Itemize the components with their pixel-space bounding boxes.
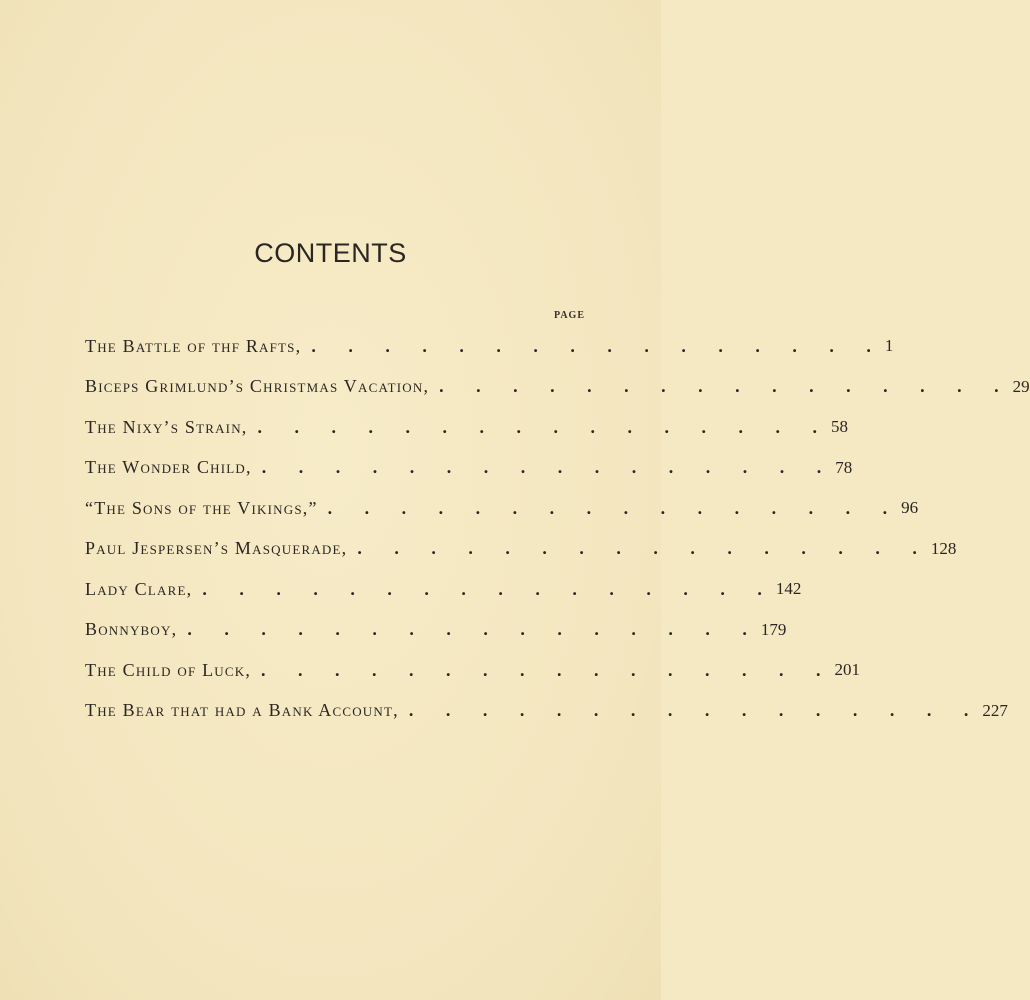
toc-entry-page: 1 <box>884 336 894 356</box>
page-column-label: PAGE <box>553 310 585 321</box>
toc-entry-page: 96 <box>901 498 919 518</box>
toc-entry-page: 29 <box>1012 376 1030 396</box>
dot-leader: . . . . . . . . . . . . . . . . <box>187 619 761 640</box>
toc-entry-title: The Battle of thf Rafts, <box>85 335 302 356</box>
dot-leader: . . . . . . . . . . . . . . . . <box>257 416 831 437</box>
toc-entry <box>85 569 802 610</box>
toc-entry-title: Paul Jespersen’s Masquerade, <box>85 538 348 559</box>
toc-entry-title: Biceps Grimlund’s Christmas Vacation, <box>85 376 430 397</box>
dot-leader: . . . . . . . . . . . . . . . . <box>311 335 885 356</box>
dot-leader: . . . . . . . . . . . . . . . . <box>261 659 835 680</box>
toc-entry <box>85 448 853 489</box>
toc-entry <box>85 529 957 570</box>
toc-entry-page: 227 <box>982 700 1008 720</box>
toc-entry-page: 142 <box>775 579 802 599</box>
dot-leader: . . . . . . . . . . . . . . . . <box>202 578 776 599</box>
toc-entry-title: The Nixy’s Strain, <box>85 416 248 437</box>
dot-leader: . . . . . . . . . . . . . . . . <box>357 538 931 559</box>
dot-leader: . . . . . . . . . . . . . . . . <box>261 457 836 478</box>
toc-entry-page: 179 <box>760 619 787 639</box>
toc-entry <box>85 650 861 691</box>
toc-entry-title: The Bear that had a Bank Account, <box>85 700 399 721</box>
toc-entry-page: 128 <box>930 538 957 558</box>
table-of-contents <box>85 326 1030 731</box>
toc-entry-page: 78 <box>835 457 853 477</box>
toc-entry-page: 58 <box>830 417 848 437</box>
dot-leader: . . . . . . . . . . . . . . . . <box>408 700 983 721</box>
toc-entry-title: Bonnyboy, <box>85 619 178 640</box>
contents-heading: CONTENTS <box>254 238 407 268</box>
toc-entry <box>85 610 787 651</box>
dot-leader: . . . . . . . . . . . . . . . . <box>439 376 1013 397</box>
dot-leader: . . . . . . . . . . . . . . . . <box>327 497 902 518</box>
toc-entry-page: 201 <box>834 660 861 680</box>
toc-entry <box>85 488 919 529</box>
toc-entry <box>85 691 1008 732</box>
toc-entry-title: Lady Clare, <box>85 578 193 599</box>
toc-entry-title: “The Sons of the Vikings,” <box>85 497 318 518</box>
toc-entry-title: The Wonder Child, <box>85 457 252 478</box>
toc-entry <box>85 326 894 367</box>
toc-entry <box>85 367 1030 408</box>
toc-entry <box>85 407 848 448</box>
toc-entry-title: The Child of Luck, <box>85 659 252 680</box>
